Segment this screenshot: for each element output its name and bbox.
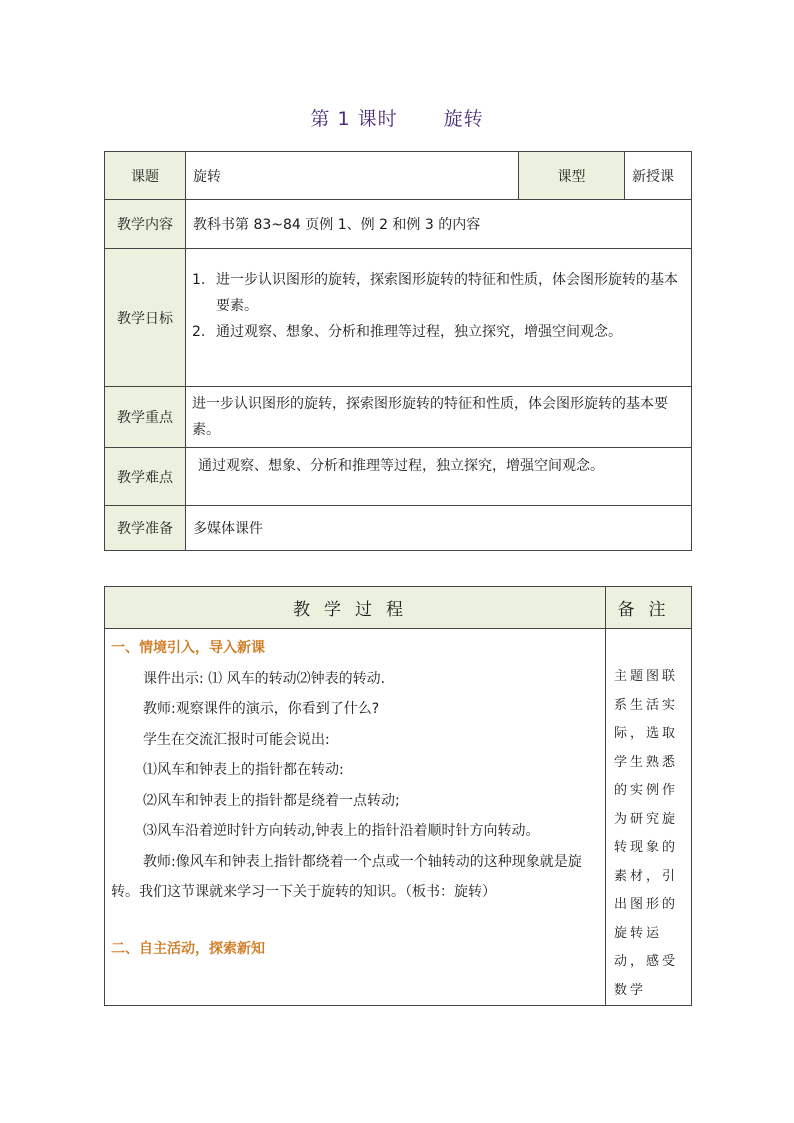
subject-label: 课题 bbox=[105, 152, 186, 200]
process-paragraph: ⑴风车和钟表上的指针都在转动: bbox=[143, 762, 344, 778]
type-value: 新授课 bbox=[625, 152, 692, 200]
prep-label: 教学准备 bbox=[105, 506, 186, 551]
page-title bbox=[0, 104, 794, 131]
goal-item: 2. 通过观察、想象、分析和推理等过程，独立探究，增强空间观念。 bbox=[192, 324, 622, 340]
notes-header: 备注 bbox=[606, 587, 692, 629]
lesson-topic: 旋转 bbox=[443, 108, 484, 130]
goals-cell bbox=[186, 249, 692, 387]
prep-value: 多媒体课件 bbox=[186, 506, 692, 551]
difficulty-value: 通过观察、想象、分析和推理等过程，独立探究，增强空间观念。 bbox=[186, 448, 692, 506]
teaching-process-table bbox=[104, 586, 692, 1006]
key-value: 进一步认识图形的旋转，探索图形旋转的特征和性质，体会图形旋转的基本要素。 bbox=[186, 387, 692, 448]
process-paragraph: 课件出示: ⑴ 风车的转动⑵钟表的转动. bbox=[143, 670, 386, 687]
lesson-info-table bbox=[104, 151, 692, 551]
process-header: 教学过程 bbox=[105, 587, 606, 629]
goals-label: 教学日标 bbox=[105, 249, 186, 387]
section-heading: 二、自主活动，探索新知 bbox=[111, 940, 265, 957]
goals-list bbox=[192, 267, 685, 345]
section-heading: 一、情境引入，导入新课 bbox=[111, 640, 265, 656]
goal-item: 1. 进一步认识图形的旋转，探索图形旋转的特征和性质，体会图形旋转的基本要素。 bbox=[192, 272, 678, 314]
process-paragraph: 教师:观察课件的演示，你看到了什么? bbox=[143, 701, 380, 717]
difficulty-label: 教学难点 bbox=[105, 448, 186, 506]
process-paragraph: ⑵风车和钟表上的指针都是绕着一点转动; bbox=[143, 792, 400, 809]
process-content bbox=[105, 629, 606, 1006]
note-text: 主题图联系生活实际，选取学生熟悉的实例作为研究旋转现象的素材，引出图形的旋转运动，感受数学 bbox=[606, 629, 692, 1006]
process-paragraph: ⑶风车沿着逆时针方向转动,钟表上的指针沿着顺时针方向转动。 bbox=[143, 823, 540, 839]
lesson-number: 第 1 课时 bbox=[310, 108, 398, 130]
subject-value: 旋转 bbox=[186, 152, 519, 200]
type-label: 课型 bbox=[519, 152, 625, 200]
key-label: 教学重点 bbox=[105, 387, 186, 448]
process-paragraph: 学生在交流汇报时可能会说出: bbox=[143, 731, 330, 748]
content-label: 教学内容 bbox=[105, 200, 186, 249]
content-value: 教科书第 83~84 页例 1、例 2 和例 3 的内容 bbox=[186, 200, 692, 249]
process-paragraph: 教师:像风车和钟表上指针都绕着一个点或一个轴转动的这种现象就是旋转。我们这节课就来学习一下关于旋转的知识。（板书：旋转） bbox=[111, 853, 582, 900]
